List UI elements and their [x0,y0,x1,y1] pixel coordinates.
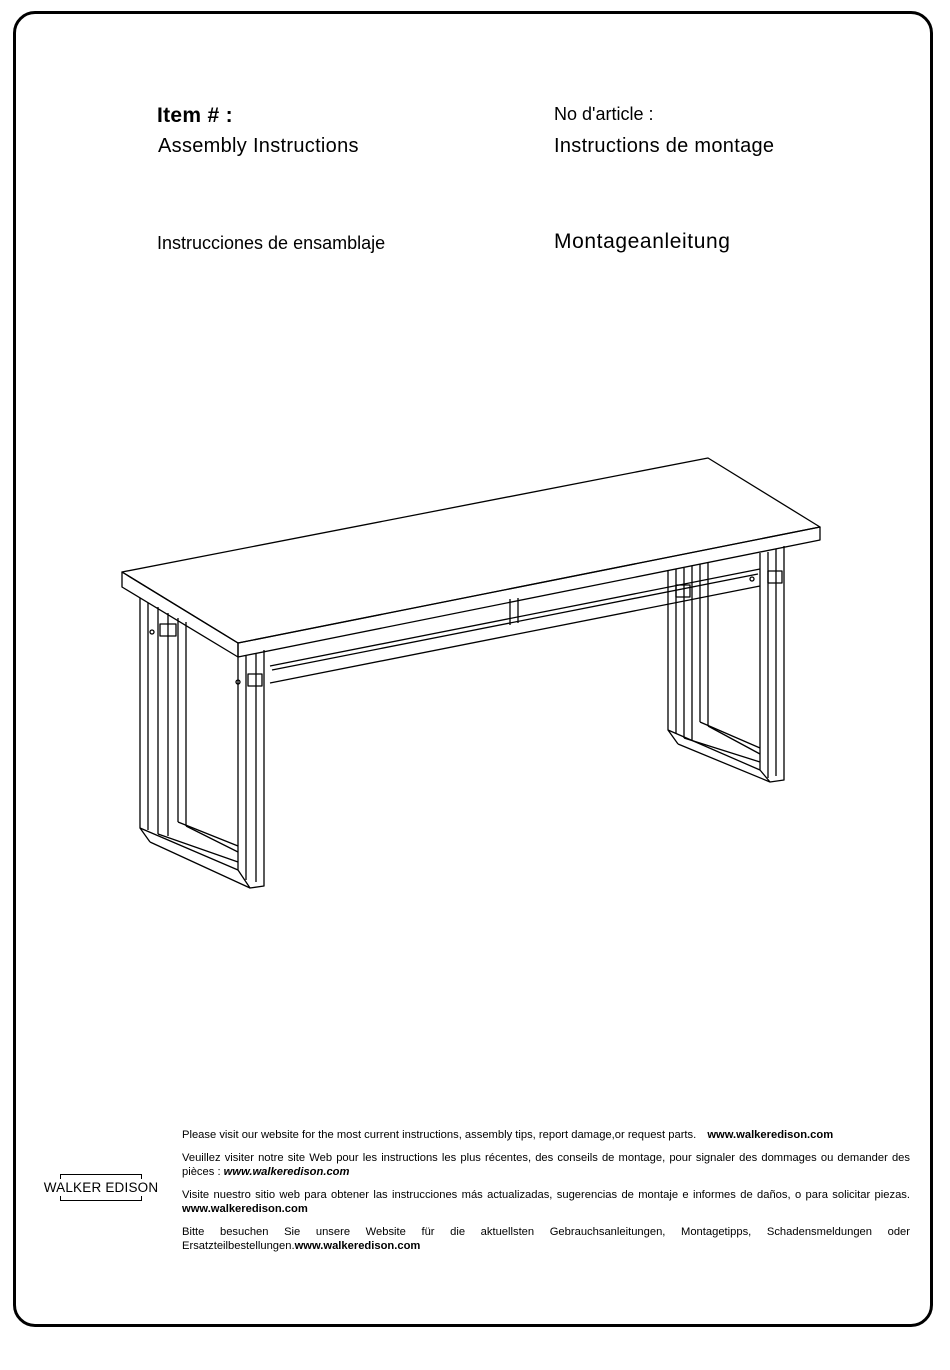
walker-edison-logo [40,1172,162,1206]
item-number-label: Item # : [157,104,233,127]
website-notice [182,1128,910,1262]
notice-french-text: Veuillez visiter notre site Web pour les instructions les plus récentes, des conseils de montage, pour signaler des dommages ou demander des pièces : [182,1152,910,1178]
title-english: Assembly Instructions [158,135,359,157]
logo-tick [60,1196,61,1201]
website-link-english[interactable]: www.walkeredison.com [707,1129,834,1141]
logo-rule-bottom [60,1200,142,1201]
logo-rule-top [60,1174,142,1175]
website-link-german[interactable]: www.walkeredison.com [294,1240,421,1252]
logo-tick [60,1174,61,1179]
notice-french [182,1151,910,1179]
title-spanish: Instrucciones de ensamblaje [157,233,386,253]
notice-spanish [182,1188,910,1216]
logo-tick [141,1174,142,1179]
bench-top-surface [122,458,820,643]
notice-english [182,1128,910,1142]
notice-german-text: Bitte besuchen Sie unsere Website für die aktuellsten Gebrauchsanleitungen, Montagetipps, Schadensmeldungen oder Ersatzteilbestellungen. [182,1226,910,1252]
logo-text: WALKER EDISON [43,1180,159,1195]
logo-tick [141,1196,142,1201]
article-number-label: No d'article : [554,104,654,124]
website-link-french[interactable]: www.walkeredison.com [223,1166,350,1178]
notice-german [182,1225,910,1253]
notice-spanish-text: Visite nuestro sitio web para obtener las instrucciones más actualizadas, sugerencias de montaje e informes de daños, o para solicitar piezas. [182,1189,910,1201]
title-french: Instructions de montage [554,135,775,157]
website-link-spanish[interactable]: www.walkeredison.com [182,1203,308,1215]
notice-english-text: Please visit our website for the most current instructions, assembly tips, report damage,or request parts. [182,1129,697,1141]
title-german: Montageanleitung [554,230,731,253]
bench-illustration [110,450,830,900]
